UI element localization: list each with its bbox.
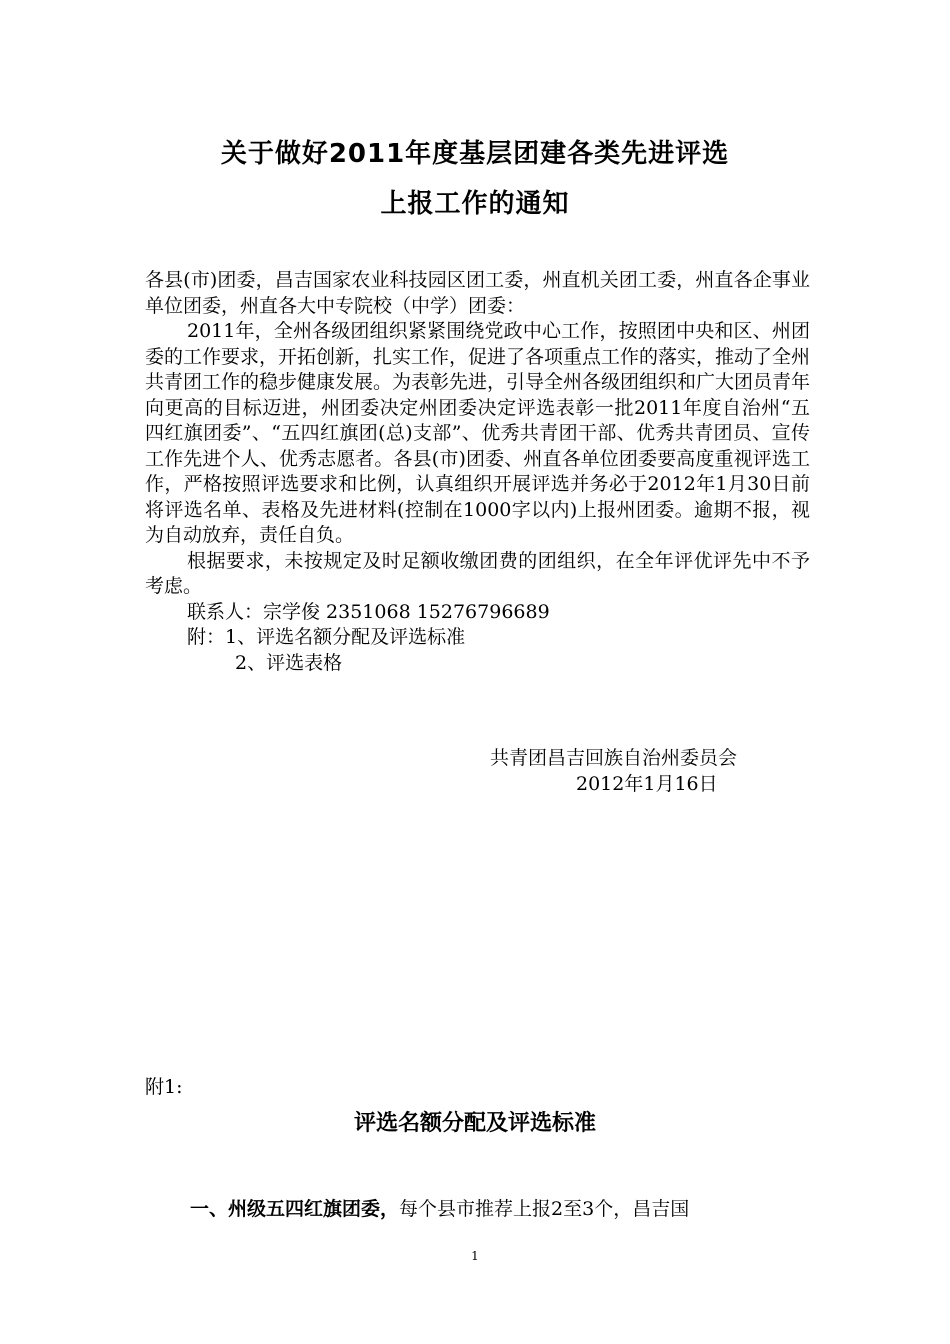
signature-block [490,746,737,797]
document-title-line-1: 关于做好2011年度基层团建各类先进评选 [220,139,730,169]
addressee: 各县(市)团委，昌吉国家农业科技园区团工委，州直机关团工委，州直各企事业单位团委，州直各大中专院校（中学）团委： [145,269,810,317]
section-one-text: 每个县市推荐上报2至3个，昌吉国 [399,1198,690,1220]
paragraph-dues: 根据要求，未按规定及时足额收缴团费的团组织，在全年评优评先中不予考虑。 [145,549,810,597]
contact-line: 联系人：宗学俊 2351068 15276796689 [187,600,550,623]
section-one [190,1194,689,1221]
appendix-label: 附1: [145,1076,183,1098]
attachment-line-2: 2、评选表格 [235,651,343,674]
document-title-line-2: 上报工作的通知 [380,189,570,219]
notice-body [145,268,810,676]
paragraph-main: 2011年，全州各级团组织紧紧围绕党政中心工作，按照团中央和区、州团委的工作要求，开拓创新，扎实工作，促进了各项重点工作的落实，推动了全州共青团工作的稳步健康发展。为表彰先进，引导全州各级团组织和广大团员青年向更高的目标迈进，州团委决定州团委决定评选表彰一批2011年度自治州“五四红旗团委”、“五四红旗团(总)支部”、优秀共青团干部、优秀共青团员、宣传工作先进个人、优秀志愿者。各县(市)团委、州直各单位团委要高度重视评选工作，严格按照评选要求和比例，认真组织开展评选并务必于2012年1月30日前将评选名单、表格及先进材料(控制在1000字以内)上报州团委。逾期不报，视为自动放弃，责任自负。 [145,320,811,546]
attachment-line-1: 附：1、评选名额分配及评选标准 [187,626,466,648]
signature-date: 2012年1月16日 [576,772,718,795]
page-number: 1 [471,1249,479,1263]
section-one-heading: 一、州级五四红旗团委， [190,1198,400,1220]
appendix-title: 评选名额分配及评选标准 [353,1111,596,1136]
signature-org: 共青团昌吉回族自治州委员会 [490,747,738,769]
